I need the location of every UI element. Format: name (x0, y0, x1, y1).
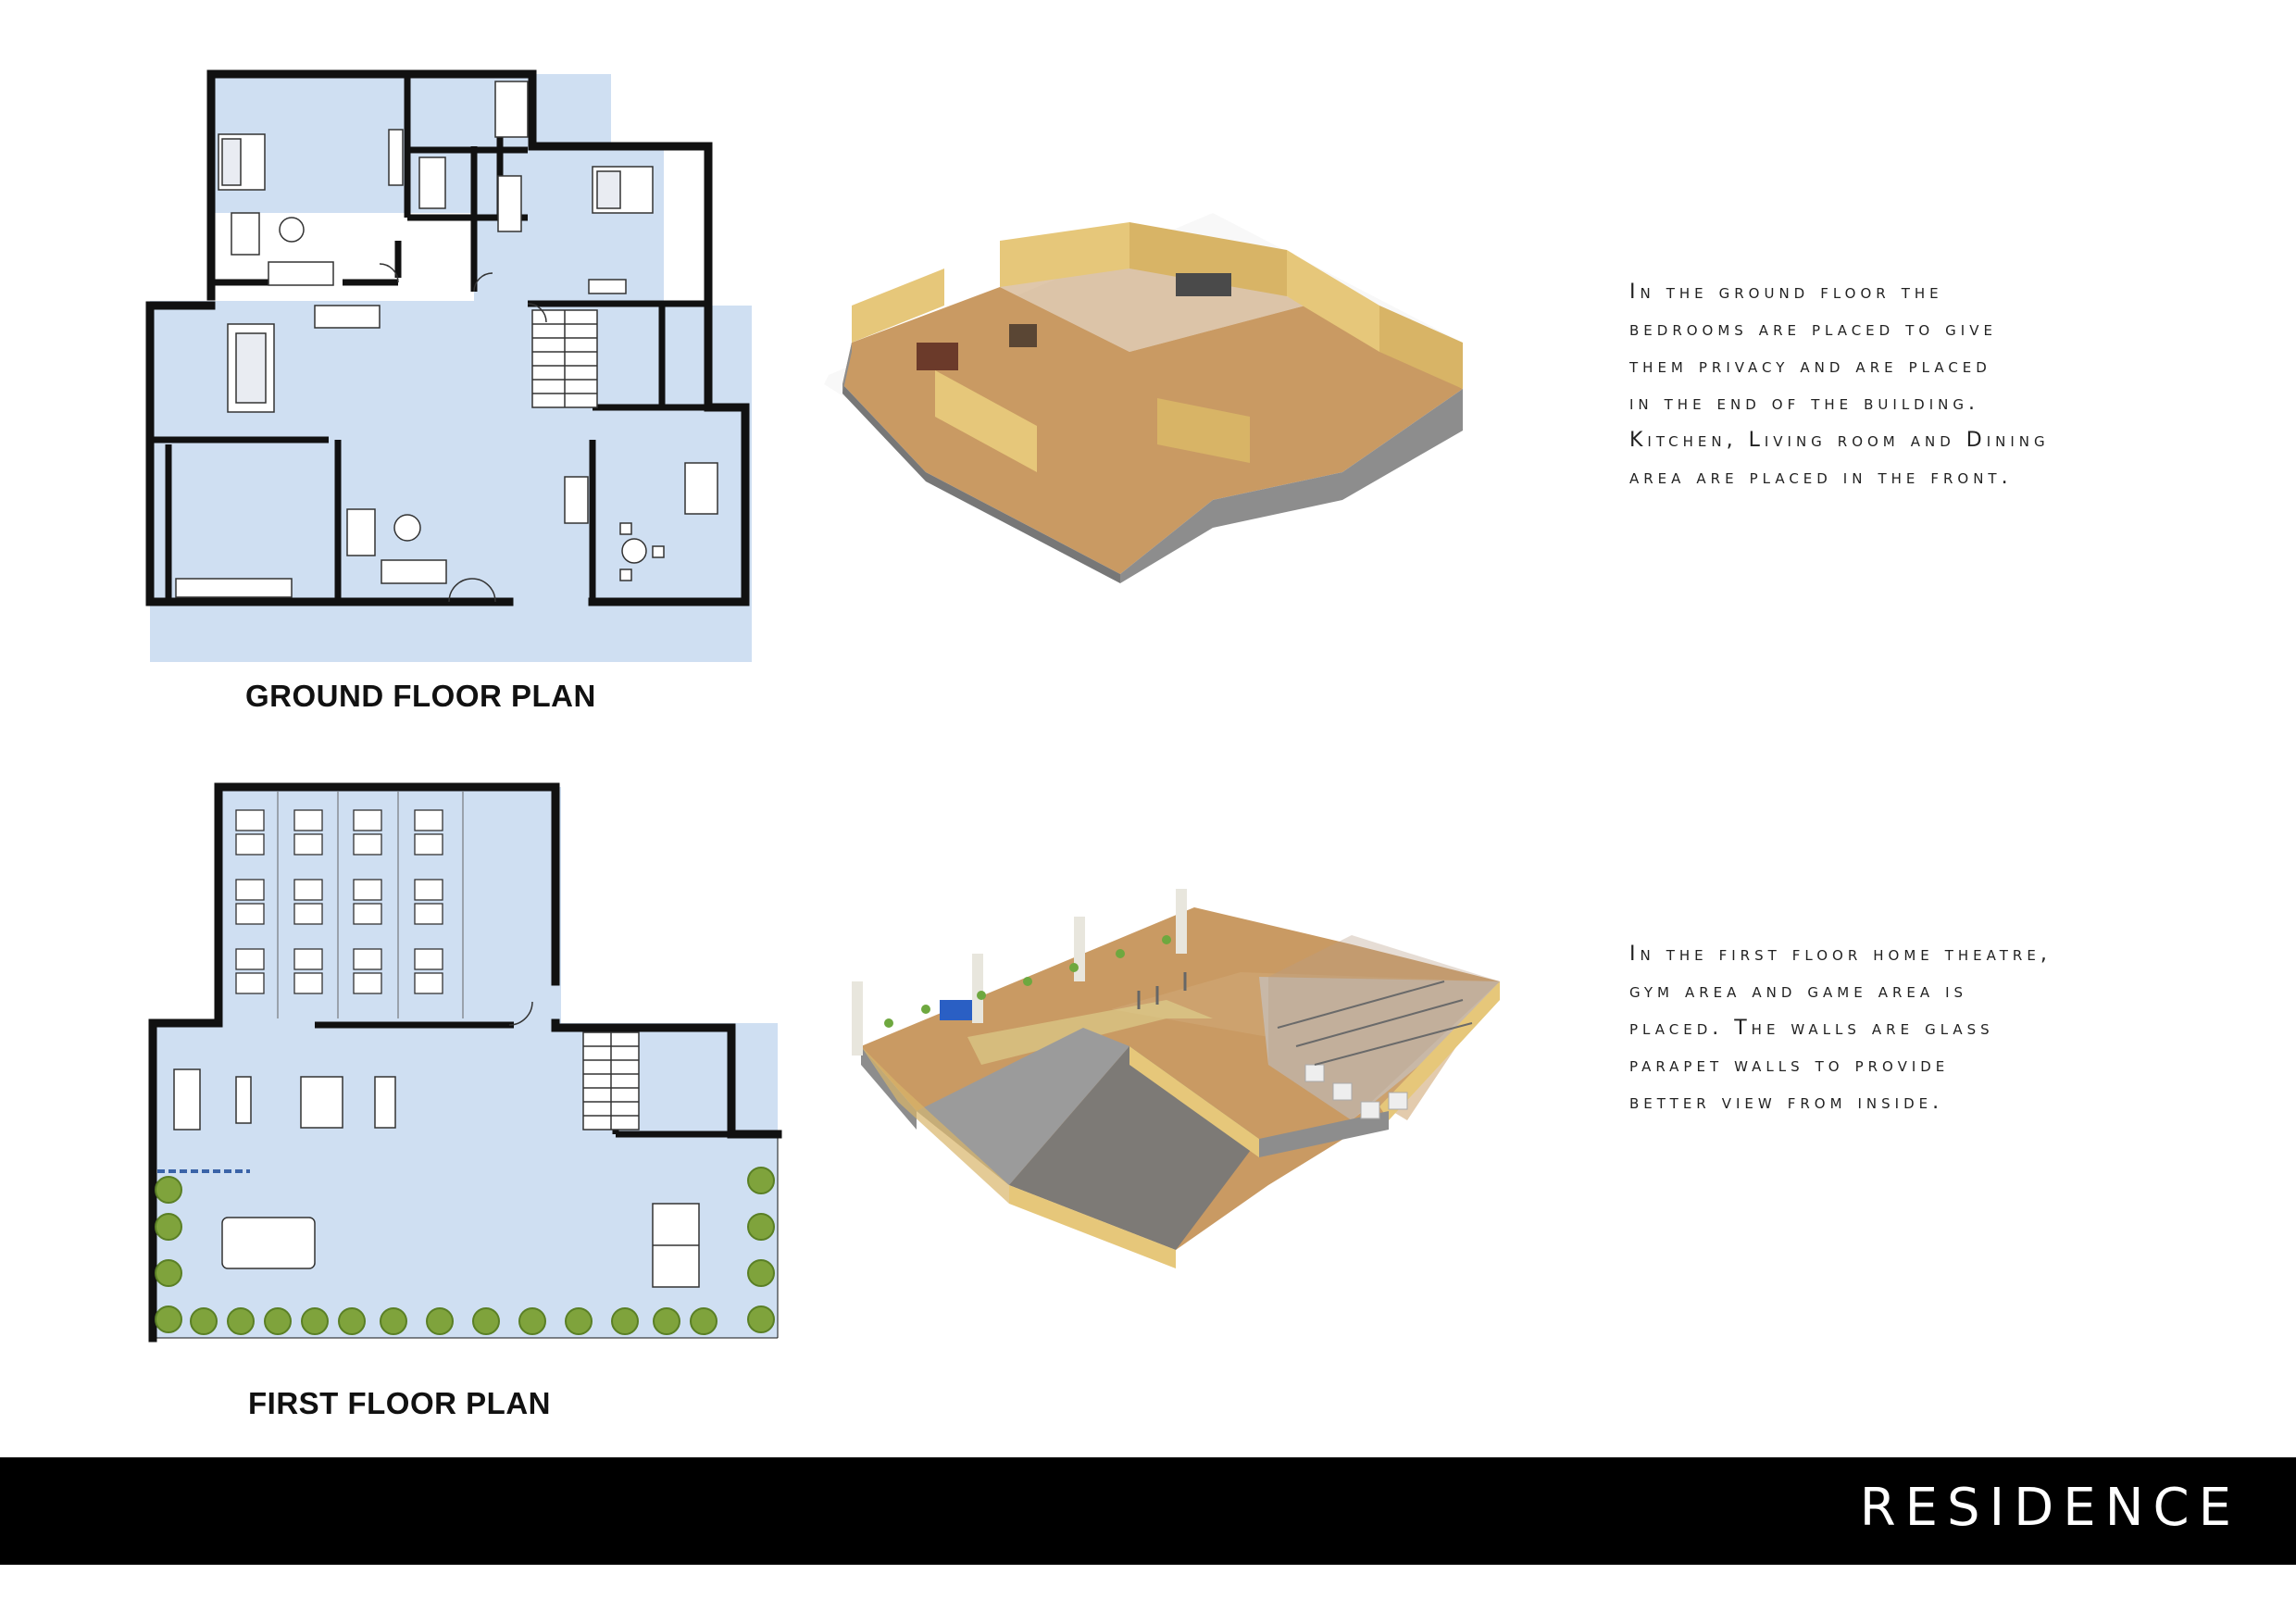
first-floor-plan (148, 782, 787, 1347)
ground-desc-line: bedrooms are placed to give (1629, 318, 1997, 341)
footer-bar (0, 1457, 2296, 1565)
ground-desc-line: area are placed in the front. (1629, 466, 2013, 489)
ground-floor-3d-render (824, 204, 1491, 602)
ground-floor-plan (139, 65, 759, 620)
first-desc-line: gym area and game area is (1629, 980, 1968, 1003)
first-desc-line: better view from inside. (1629, 1091, 1944, 1114)
ground-desc-line: in the end of the building. (1629, 392, 1979, 415)
first-desc-line: placed. The walls are glass (1629, 1017, 1994, 1040)
first-floor-3d-render (833, 870, 1648, 1352)
project-title: RESIDENCE (1859, 1478, 2240, 1538)
first-floor-plan-title: FIRST FLOOR PLAN (248, 1386, 551, 1420)
ground-desc-line: them privacy and are placed (1629, 355, 1991, 378)
ground-floor-description (1629, 274, 2222, 496)
ground-desc-line: In the ground floor the (1629, 281, 1943, 304)
ground-desc-line: Kitchen, Living room and Dining (1629, 429, 2050, 452)
first-floor-description (1629, 936, 2222, 1121)
ground-floor-plan-title: GROUND FLOOR PLAN (245, 679, 596, 713)
first-desc-line: In the first floor home theatre, (1629, 943, 2052, 966)
first-desc-line: parapet walls to provide (1629, 1054, 1950, 1077)
